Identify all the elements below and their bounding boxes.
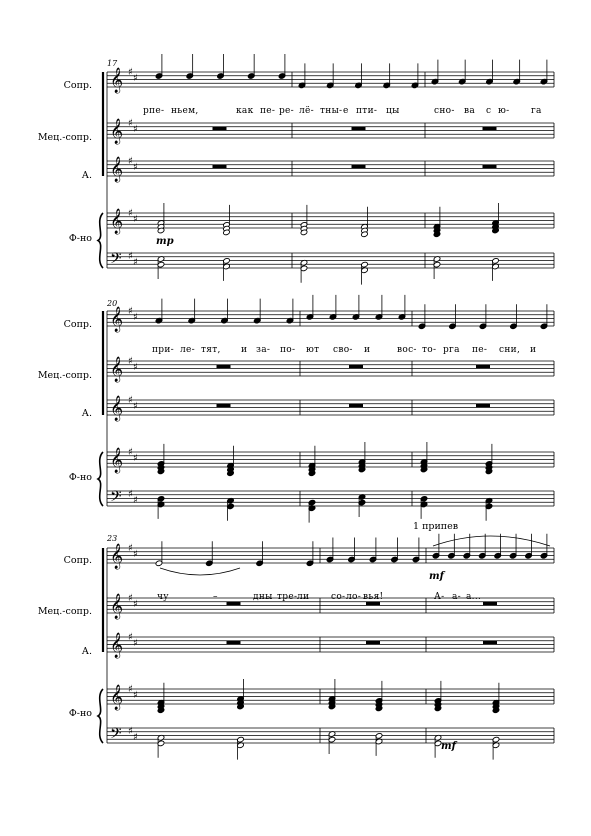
part-label-mezzo: Мец.-сопр. xyxy=(37,370,92,381)
treble-clef-icon: 𝄞 xyxy=(110,685,124,710)
treble-clef-icon: 𝄞 xyxy=(110,307,124,332)
treble-clef-icon: 𝄞 xyxy=(110,448,124,473)
lyric-syllable: и xyxy=(364,345,371,355)
lyric-syllable: тны- xyxy=(320,106,343,116)
sharp-icon: ♯ xyxy=(133,690,138,701)
sharp-icon: ♯ xyxy=(133,73,138,84)
part-label-alto: А. xyxy=(81,646,92,657)
part-label-piano: Ф-но xyxy=(68,708,92,719)
sharp-icon: ♯ xyxy=(128,632,133,643)
sharp-icon: ♯ xyxy=(133,599,138,610)
lyric-syllable: дны xyxy=(253,592,273,602)
lyric-syllable: с xyxy=(486,106,492,116)
part-label-piano: Ф-но xyxy=(68,233,92,244)
bass-clef-icon: 𝄢 xyxy=(110,488,122,509)
lyric-syllable: ле- xyxy=(180,345,195,355)
lyric-syllable: е xyxy=(343,106,349,116)
lyric-syllable: сво- xyxy=(333,345,353,355)
whole-rest xyxy=(213,127,227,130)
treble-clef-icon: 𝄞 xyxy=(110,396,124,421)
part-label-alto: А. xyxy=(81,408,92,419)
whole-rest xyxy=(366,641,380,644)
treble-clef-icon: 𝄞 xyxy=(110,357,124,382)
whole-rest xyxy=(217,365,231,368)
lyric-syllable: вос- xyxy=(397,345,417,355)
bass-clef-icon: 𝄢 xyxy=(110,725,122,746)
sharp-icon: ♯ xyxy=(128,447,133,458)
part-label-soprano: Сопр. xyxy=(63,80,92,91)
treble-clef-icon: 𝄞 xyxy=(110,68,124,93)
lyric-syllable: по- xyxy=(280,345,296,355)
sharp-icon: ♯ xyxy=(133,638,138,649)
dynamic-marking: mp xyxy=(156,236,174,247)
sharp-icon: ♯ xyxy=(133,124,138,135)
whole-rest xyxy=(217,404,231,407)
whole-rest xyxy=(349,365,363,368)
lyric-syllable: а- xyxy=(452,592,462,602)
measure-number: 20 xyxy=(107,299,118,308)
sharp-icon: ♯ xyxy=(128,156,133,167)
lyric-syllable: ло- xyxy=(346,592,362,602)
whole-rest xyxy=(349,404,363,407)
sharp-icon: ♯ xyxy=(133,214,138,225)
lyric-syllable: и xyxy=(241,345,248,355)
whole-rest xyxy=(476,365,490,368)
lyric-syllable: как xyxy=(236,106,254,116)
lyric-syllable: ва xyxy=(464,106,476,116)
part-label-soprano: Сопр. xyxy=(63,319,92,330)
lyric-syllable: га xyxy=(531,106,542,116)
lyric-syllable: сни, xyxy=(499,345,521,355)
lyric-syllable: А- xyxy=(434,592,445,602)
sharp-icon: ♯ xyxy=(133,362,138,373)
sharp-icon: ♯ xyxy=(133,401,138,412)
sharp-icon: ♯ xyxy=(128,67,133,78)
sharp-icon: ♯ xyxy=(133,495,138,506)
whole-rest xyxy=(366,602,380,605)
sharp-icon: ♯ xyxy=(128,356,133,367)
part-label-mezzo: Мец.-сопр. xyxy=(37,132,92,143)
treble-clef-icon: 𝄞 xyxy=(110,119,124,144)
whole-rest xyxy=(352,127,366,130)
lyric-syllable: ют xyxy=(306,345,320,355)
treble-clef-icon: 𝄞 xyxy=(110,157,124,182)
treble-clef-icon: 𝄞 xyxy=(110,544,124,569)
part-label-soprano: Сопр. xyxy=(63,555,92,566)
lyric-syllable: за- xyxy=(256,345,271,355)
sharp-icon: ♯ xyxy=(128,306,133,317)
lyric-syllable: тят, xyxy=(201,345,221,355)
measure-number: 17 xyxy=(107,59,118,68)
sharp-icon: ♯ xyxy=(128,395,133,406)
part-label-mezzo: Мец.-сопр. xyxy=(37,606,92,617)
slur xyxy=(160,568,240,575)
dynamic-marking: mf xyxy=(429,571,444,582)
sharp-icon: ♯ xyxy=(133,162,138,173)
lyric-syllable: пти- xyxy=(356,106,378,116)
sharp-icon: ♯ xyxy=(128,489,133,500)
sharp-icon: ♯ xyxy=(128,593,133,604)
part-label-piano: Ф-но xyxy=(68,472,92,483)
whole-rest xyxy=(483,127,497,130)
whole-rest xyxy=(227,602,241,605)
sharp-icon: ♯ xyxy=(133,549,138,560)
whole-rest xyxy=(476,404,490,407)
sharp-icon: ♯ xyxy=(133,257,138,268)
whole-rest xyxy=(483,165,497,168)
slur xyxy=(433,536,550,546)
sharp-icon: ♯ xyxy=(133,312,138,323)
lyric-syllable: лё- xyxy=(299,106,314,116)
lyric-syllable: пе- xyxy=(260,106,276,116)
piano-brace xyxy=(98,689,103,743)
sharp-icon: ♯ xyxy=(128,208,133,219)
piano-brace xyxy=(98,213,103,268)
treble-clef-icon: 𝄞 xyxy=(110,209,124,234)
sharp-icon: ♯ xyxy=(128,251,133,262)
lyric-syllable: ли xyxy=(297,592,310,602)
sharp-icon: ♯ xyxy=(128,118,133,129)
dynamic-marking: mf xyxy=(441,741,456,752)
whole-rest xyxy=(483,641,497,644)
whole-rest xyxy=(213,165,227,168)
whole-rest xyxy=(352,165,366,168)
lyric-syllable: а... xyxy=(466,592,482,602)
whole-rest xyxy=(227,641,241,644)
lyric-syllable: ю- xyxy=(498,106,510,116)
lyric-syllable: вья! xyxy=(363,592,384,602)
lyric-syllable: и xyxy=(530,345,537,355)
sharp-icon: ♯ xyxy=(128,726,133,737)
bass-clef-icon: 𝄢 xyxy=(110,250,122,271)
lyric-syllable: при- xyxy=(152,345,174,355)
lyric-syllable: ре- xyxy=(279,106,295,116)
treble-clef-icon: 𝄞 xyxy=(110,633,124,658)
lyric-syllable: рпе- xyxy=(143,106,165,116)
lyric-syllable: то- xyxy=(422,345,437,355)
sharp-icon: ♯ xyxy=(128,543,133,554)
lyric-syllable: чу xyxy=(157,592,169,602)
sharp-icon: ♯ xyxy=(133,732,138,743)
piano-brace xyxy=(98,452,103,506)
lyric-syllable: пе- xyxy=(472,345,488,355)
lyric-syllable: ньем, xyxy=(171,106,199,116)
sharp-icon: ♯ xyxy=(133,453,138,464)
lyric-syllable: сно- xyxy=(434,106,455,116)
lyric-syllable: рга xyxy=(443,345,460,355)
part-label-alto: А. xyxy=(81,170,92,181)
lyric-syllable: – xyxy=(213,592,218,602)
sharp-icon: ♯ xyxy=(128,684,133,695)
treble-clef-icon: 𝄞 xyxy=(110,594,124,619)
lyric-syllable: тре- xyxy=(277,592,298,602)
lyric-syllable: цы xyxy=(386,106,400,116)
measure-number: 23 xyxy=(107,534,118,543)
lyric-syllable: со- xyxy=(331,592,346,602)
whole-rest xyxy=(483,602,497,605)
section-marking: 1 припев xyxy=(413,521,459,532)
